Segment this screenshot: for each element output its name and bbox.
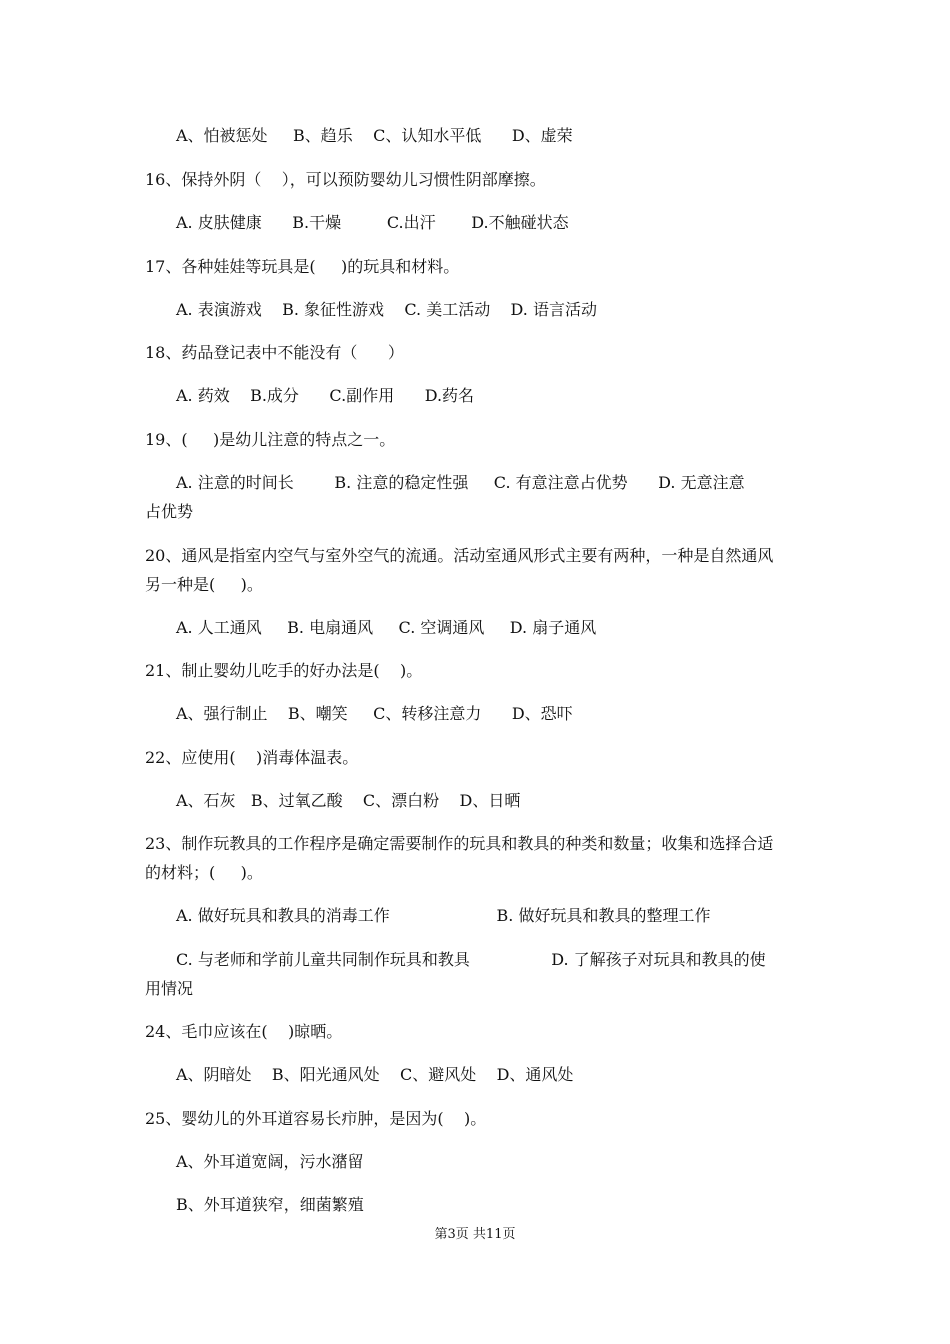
q23-question-cont: 的材料；( )。 — [145, 863, 263, 882]
q17-options: A. 表演游戏 B. 象征性游戏 C. 美工活动 D. 语言活动 — [176, 300, 597, 319]
q23-options-cd: C. 与老师和学前儿童共同制作玩具和教具 D. 了解孩子对玩具和教具的使 — [176, 950, 766, 969]
q23-options-cont: 用情况 — [145, 979, 194, 998]
q25-option-a: A、外耳道宽阔，污水潴留 — [176, 1152, 364, 1171]
q24-options: A、阴暗处 B、阳光通风处 C、避风处 D、通风处 — [176, 1065, 574, 1084]
q23-options-ab: A. 做好玩具和教具的消毒工作 B. 做好玩具和教具的整理工作 — [176, 906, 711, 925]
q16-options: A. 皮肤健康 B.干燥 C.出汗 D.不触碰状态 — [176, 213, 569, 232]
q16-question: 16、保持外阴（ ），可以预防婴幼儿习惯性阴部摩擦。 — [145, 170, 546, 189]
q25-question: 25、婴幼儿的外耳道容易长疖肿，是因为( )。 — [145, 1109, 487, 1128]
q20-options: A. 人工通风 B. 电扇通风 C. 空调通风 D. 扇子通风 — [176, 618, 597, 637]
page-number-footer: 第3页 共11页 — [434, 1227, 516, 1242]
q22-question: 22、应使用( )消毒体温表。 — [145, 748, 359, 767]
q23-question: 23、制作玩教具的工作程序是确定需要制作的玩具和教具的种类和数量；收集和选择合适 — [145, 834, 774, 853]
q20-question-cont: 另一种是( )。 — [145, 575, 263, 594]
q18-options: A. 药效 B.成分 C.副作用 D.药名 — [176, 386, 475, 405]
q20-question: 20、通风是指室内空气与室外空气的流通。活动室通风形式主要有两种，一种是自然通风 — [145, 546, 774, 565]
q19-question: 19、( )是幼儿注意的特点之一。 — [145, 430, 396, 449]
q22-options: A、石灰 B、过氧乙酸 C、漂白粉 D、日晒 — [176, 791, 521, 810]
q19-options: A. 注意的时间长 B. 注意的稳定性强 C. 有意注意占优势 D. 无意注意 — [176, 473, 745, 492]
q25-option-b: B、外耳道狭窄，细菌繁殖 — [176, 1195, 364, 1214]
q21-question: 21、制止婴幼儿吃手的好办法是( )。 — [145, 661, 423, 680]
q17-question: 17、各种娃娃等玩具是( )的玩具和材料。 — [145, 257, 460, 276]
q24-question: 24、毛巾应该在( )晾晒。 — [145, 1022, 343, 1041]
q19-options-cont: 占优势 — [145, 502, 194, 521]
q15-options: A、怕被惩处 B、趋乐 C、认知水平低 D、虚荣 — [176, 126, 573, 145]
q18-question: 18、药品登记表中不能没有（ ） — [145, 343, 404, 362]
q21-options: A、强行制止 B、嘲笑 C、转移注意力 D、恐吓 — [176, 704, 573, 723]
